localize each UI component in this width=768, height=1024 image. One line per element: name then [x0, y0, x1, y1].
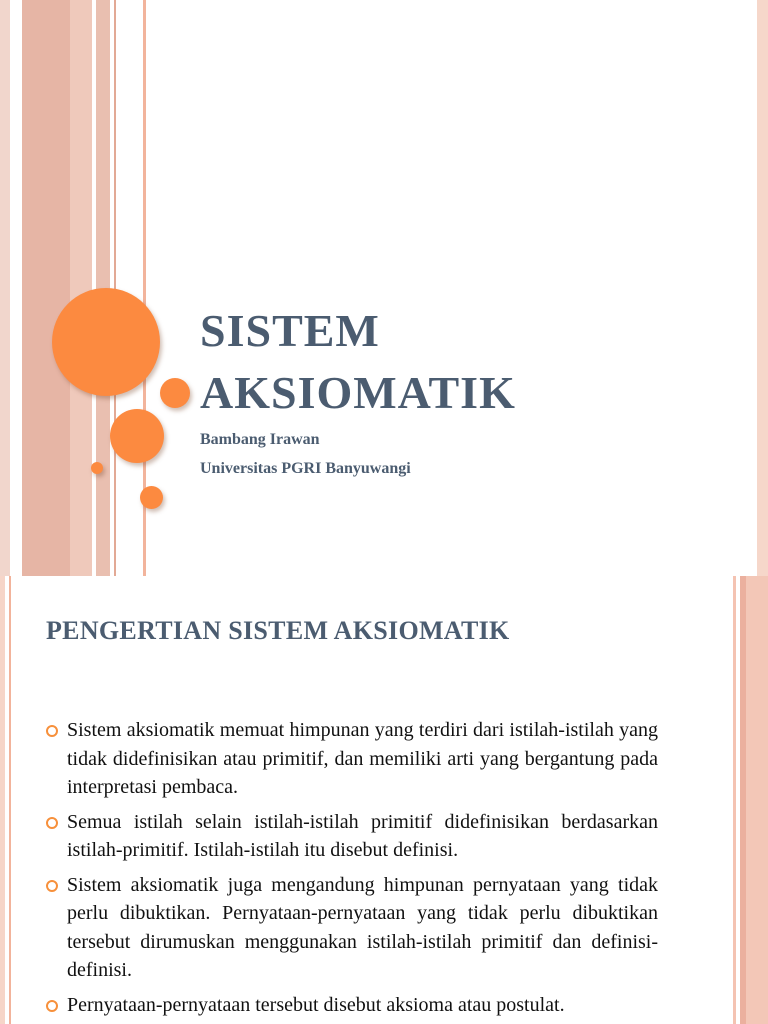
decorative-stripe — [0, 0, 10, 576]
decorative-circle-small — [160, 378, 190, 408]
decorative-stripe — [22, 0, 70, 576]
decorative-circle-tiny — [91, 462, 103, 474]
bullet-item — [44, 871, 658, 985]
slide-heading: PENGERTIAN SISTEM AKSIOMATIK — [46, 616, 510, 645]
decorative-circle-large — [52, 288, 160, 396]
circle-outline-icon — [46, 725, 58, 737]
title-line-2: AKSIOMATIK — [200, 367, 516, 418]
institution-name: Universitas PGRI Banyuwangi — [200, 460, 411, 477]
bullet-item — [44, 716, 658, 802]
decorative-stripe — [733, 576, 736, 1024]
content-slide — [0, 576, 768, 1024]
bullet-item — [44, 991, 658, 1020]
decorative-stripe — [746, 576, 768, 1024]
author-name: Bambang Irawan — [200, 431, 320, 448]
bullet-text: Sistem aksiomatik memuat himpunan yang terdiri dari istilah-istilah yang tidak didefinisikan atau primitif, dan memiliki arti yang bergantung pada interpretasi pembaca. — [67, 719, 658, 798]
bullet-text: Sistem aksiomatik juga mengandung himpunan pernyataan yang tidak perlu dibuktikan. Pernyataan-pernyataan yang tidak perlu dibuktikan tersebut dirumuskan menggunakan istilah-istilah primitif dan definisi-definisi. — [67, 873, 658, 981]
decorative-stripe — [70, 0, 92, 576]
title-line-1: SISTEM — [200, 305, 380, 356]
decorative-stripe — [9, 576, 11, 1024]
circle-outline-icon — [46, 880, 58, 892]
decorative-stripe — [0, 576, 5, 1024]
bullet-text: Pernyataan-pernyataan tersebut disebut aksioma atau postulat. — [67, 993, 565, 1016]
slide-title — [200, 300, 516, 424]
bullet-text: Semua istilah selain istilah-istilah primitif didefinisikan berdasarkan istilah-primitif. Istilah-istilah itu disebut definisi. — [67, 810, 658, 861]
bullet-list — [44, 716, 658, 1024]
circle-outline-icon — [46, 817, 58, 829]
decorative-circle-medium — [110, 409, 164, 463]
bullet-item — [44, 808, 658, 865]
decorative-circle-small — [140, 486, 163, 509]
slide-subtitle — [200, 425, 411, 483]
decorative-stripe — [757, 0, 768, 576]
circle-outline-icon — [46, 1000, 58, 1012]
